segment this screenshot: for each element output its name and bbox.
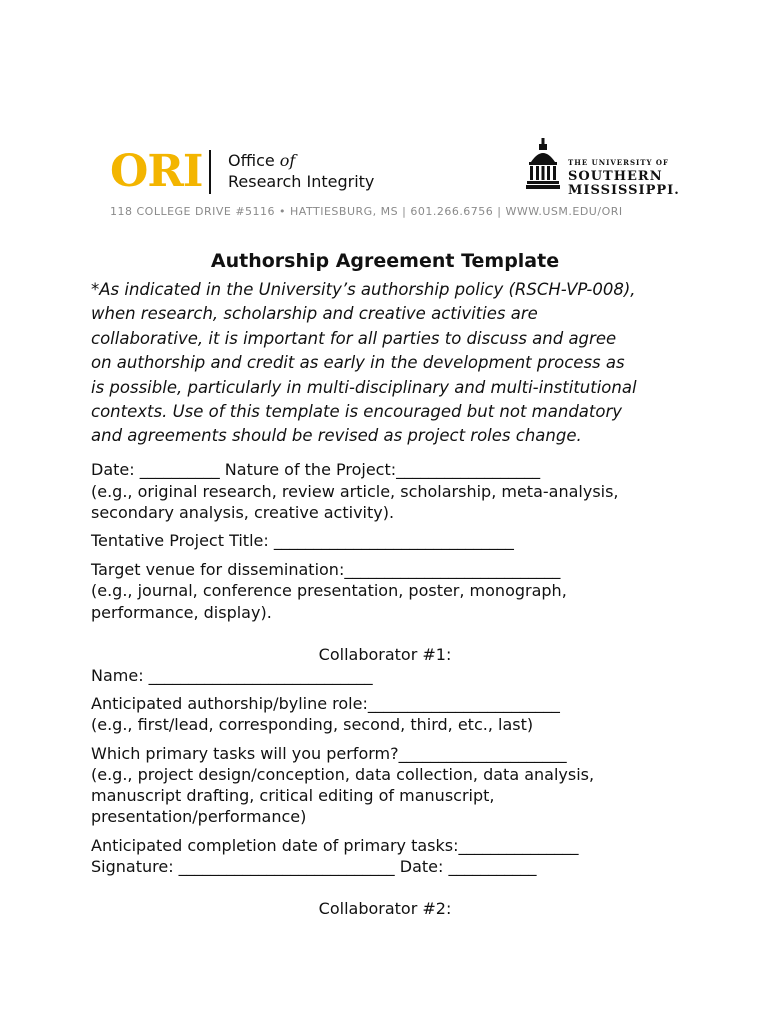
date-nature-field: Date: __________ Nature of the Project:__________________ bbox=[91, 460, 541, 479]
ori-logo: ORI bbox=[110, 146, 203, 197]
of-word: of bbox=[279, 151, 296, 170]
intro-line: collaborative, it is important for all parties to discuss and agree bbox=[91, 328, 617, 348]
role-field: Anticipated authorship/byline role:________________________ bbox=[91, 694, 560, 713]
intro-line: when research, scholarship and creative activities are bbox=[91, 304, 538, 324]
university-dome-icon bbox=[526, 138, 560, 190]
usm-wordmark bbox=[568, 156, 680, 198]
tasks-field: Which primary tasks will you perform?_____________________ bbox=[91, 744, 567, 763]
document-title: Authorship Agreement Template bbox=[210, 250, 560, 272]
name-field: Name: ____________________________ bbox=[91, 666, 373, 685]
nature-examples: (e.g., original research, review article, scholarship, meta-analysis, bbox=[91, 482, 619, 501]
tasks-examples: presentation/performance) bbox=[91, 807, 307, 826]
office-line-1 bbox=[228, 150, 374, 171]
letterhead bbox=[96, 138, 680, 233]
completion-date-field: Anticipated completion date of primary tasks:_______________ bbox=[91, 836, 579, 855]
venue-examples: (e.g., journal, conference presentation, poster, monograph, bbox=[91, 581, 567, 600]
role-examples: (e.g., first/lead, corresponding, second, third, etc., last) bbox=[91, 715, 534, 734]
tasks-examples: (e.g., project design/conception, data collection, data analysis, bbox=[91, 765, 595, 784]
usm-line-2: SOUTHERN bbox=[568, 169, 663, 184]
office-line-2: Research Integrity bbox=[228, 172, 375, 191]
signature-date-field: Signature: ___________________________ Date: ___________ bbox=[91, 857, 537, 876]
intro-line: and agreements should be revised as project roles change. bbox=[91, 426, 582, 446]
nature-examples: secondary analysis, creative activity). bbox=[91, 503, 395, 522]
usm-line-1: THE UNIVERSITY OF bbox=[568, 158, 669, 167]
tentative-title-field: Tentative Project Title: ______________________________ bbox=[91, 531, 514, 550]
office-name bbox=[228, 150, 374, 192]
tasks-examples: manuscript drafting, critical editing of manuscript, bbox=[91, 786, 495, 805]
intro-line: on authorship and credit as early in the development process as bbox=[91, 353, 625, 373]
intro-line: is possible, particularly in multi-disciplinary and multi-institutional bbox=[91, 377, 637, 397]
office-address: 118 COLLEGE DRIVE #5116 • HATTIESBURG, MS | 601.266.6756 | WWW.USM.EDU/ORI bbox=[110, 205, 623, 218]
intro-line: *As indicated in the University’s authorship policy (RSCH-VP-008), bbox=[91, 280, 636, 299]
intro-line: contexts. Use of this template is encouraged but not mandatory bbox=[91, 402, 623, 422]
office-word: Office bbox=[228, 151, 280, 170]
venue-field: Target venue for dissemination:___________________________ bbox=[91, 560, 561, 579]
intro-paragraph bbox=[91, 278, 691, 449]
venue-examples: performance, display). bbox=[91, 603, 272, 622]
usm-line-3: MISSISSIPPI. bbox=[568, 183, 680, 198]
collaborator-1-heading: Collaborator #1: bbox=[318, 645, 452, 664]
logo-divider bbox=[209, 150, 211, 194]
collaborator-2-heading: Collaborator #2: bbox=[318, 899, 452, 918]
